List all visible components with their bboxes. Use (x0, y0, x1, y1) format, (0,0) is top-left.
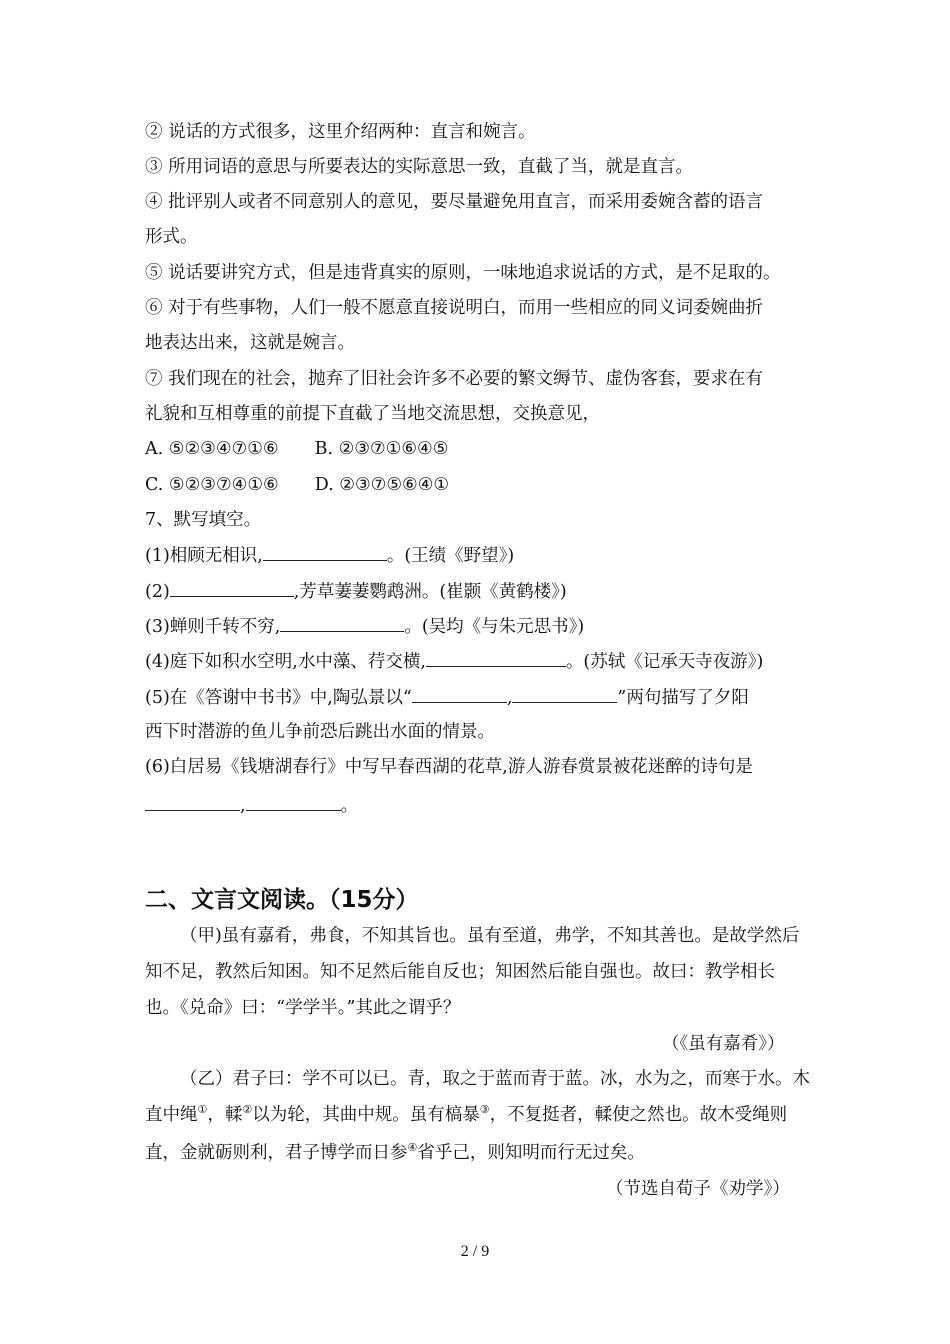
passage-jia-line-1: （甲)虽有嘉肴，弗食，不知其旨也。虽有至道，弗学，不知其善也。是故学然后 (180, 926, 800, 946)
q7-item-6-line-1: (6)白居易《钱塘湖春行》中写早春西湖的花草,游人游春赏景被花迷醉的诗句是 (145, 757, 753, 777)
answer-blank[interactable] (426, 650, 566, 667)
option-a: A. ⑤②③④⑦①⑥ (145, 439, 279, 459)
answer-blank[interactable] (280, 615, 404, 632)
answer-blank[interactable] (170, 580, 294, 597)
q7-item-5-tail: ”两句描写了夕阳 (617, 688, 749, 708)
sentence-7-line-1: ⑦ 我们现在的社会，抛弃了旧社会许多不必要的繁文缛节、虚伪客套，要求在有 (145, 369, 764, 389)
option-d: D. ②③⑦⑤⑥④① (314, 475, 450, 495)
answer-blank[interactable] (246, 794, 341, 811)
footnote-marker: ④ (407, 1141, 418, 1155)
answer-blank[interactable] (412, 686, 507, 703)
yi-text: ，不复挺者，輮使之然也。故木受绳则 (489, 1105, 788, 1125)
passage-yi-line-2 (145, 1104, 787, 1126)
options-row-2 (145, 474, 449, 496)
passage-yi-line-3 (145, 1142, 645, 1164)
footnote-marker: ③ (479, 1103, 490, 1117)
sentence-4-line-1: ④ 批评别人或者不同意别人的意见，要尽量避免用直言，而采用委婉含蓄的语言 (145, 192, 764, 212)
sentence-4-line-2: 形式。 (145, 227, 198, 247)
page-number: 2 / 9 (460, 1243, 490, 1260)
q7-item-5-line-1 (145, 686, 749, 709)
q7-item-1-source: 。(王绩《野望》) (386, 546, 515, 566)
q7-item-5-line-2: 西下时潜游的鱼儿争前恐后跳出水面的情景。 (145, 722, 495, 742)
yi-text: ，輮 (207, 1105, 243, 1125)
option-c: C. ⑤②③⑦④①⑥ (145, 475, 279, 495)
q7-item-4 (145, 650, 763, 673)
sentence-7-line-2: 礼貌和互相尊重的前提下直截了当地交流思想，交换意见， (145, 404, 600, 424)
q7-item-5-comma: , (506, 688, 513, 708)
q7-item-2-number: (2) (145, 582, 170, 602)
q7-item-3 (145, 615, 584, 638)
answer-blank[interactable] (263, 544, 387, 561)
passage-yi-line-1: （乙）君子曰：学不可以已。青，取之于蓝而青于蓝。冰，水为之，而寒于水。木 (180, 1069, 810, 1089)
section-2-heading: 二、文言文阅读。（15分） (145, 887, 419, 913)
q7-item-4-source: 。(苏轼《记承天寺夜游》) (565, 652, 764, 672)
q7-item-1 (145, 544, 514, 567)
q7-item-6-line-2 (145, 794, 358, 817)
passage-jia-source: （《虽有嘉肴》） (662, 1034, 785, 1054)
sentence-6-line-1: ⑥ 对于有些事物，人们一般不愿意直接说明白，而用一些相应的同义词委婉曲折 (145, 298, 764, 318)
q7-item-6-comma: , (240, 796, 246, 816)
yi-text: 直中绳 (145, 1105, 198, 1125)
passage-jia-line-2: 知不足，教然后知困。知不足然后能自反也；知困然后能自强也。故曰：教学相长 (145, 962, 775, 982)
passage-yi-source: （节选自荀子《劝学》） (606, 1179, 790, 1199)
answer-blank[interactable] (512, 686, 617, 703)
q7-item-1-text: (1)相顾无相识, (145, 546, 263, 566)
q7-item-2 (145, 580, 567, 603)
options-row-1 (145, 438, 448, 460)
question-7-title: 7、默写填空。 (145, 510, 262, 530)
yi-text: 以为轮，其曲中规。虽有槁暴 (252, 1105, 480, 1125)
answer-blank[interactable] (145, 794, 240, 811)
passage-jia-line-3: 也。《兑命》曰：“学学半。”其此之谓乎？ (145, 998, 461, 1018)
q7-item-3-source: 。(吴均《与朱元思书》) (404, 617, 585, 637)
q7-item-6-period: 。 (340, 796, 359, 816)
sentence-5: ⑤ 说话要讲究方式，但是违背真实的原则，一味地追求说话的方式，是不足取的。 (145, 263, 781, 283)
option-b: B. ②③⑦①⑥④⑤ (314, 439, 449, 459)
footnote-marker: ② (242, 1103, 253, 1117)
q7-item-4-text: (4)庭下如积水空明,水中藻、荇交横, (145, 652, 426, 672)
sentence-2: ② 说话的方式很多，这里介绍两种：直言和婉言。 (145, 122, 536, 142)
sentence-6-line-2: 地表达出来，这就是婉言。 (145, 333, 355, 353)
yi-text: 直，金就砺则利，君子博学而日参 (145, 1143, 408, 1163)
q7-item-3-text: (3)蝉则千转不穷, (145, 617, 281, 637)
yi-text: 省乎己，则知明而行无过矣。 (417, 1143, 645, 1163)
q7-item-2-text: ,芳草萋萋鹦鹉洲。(崔颢《黄鹤楼》) (293, 582, 567, 602)
sentence-3: ③ 所用词语的意思与所要表达的实际意思一致，直截了当，就是直言。 (145, 157, 694, 177)
footnote-marker: ① (197, 1103, 208, 1117)
q7-item-5-text: (5)在《答谢中书书》中,陶弘景以“ (145, 688, 412, 708)
